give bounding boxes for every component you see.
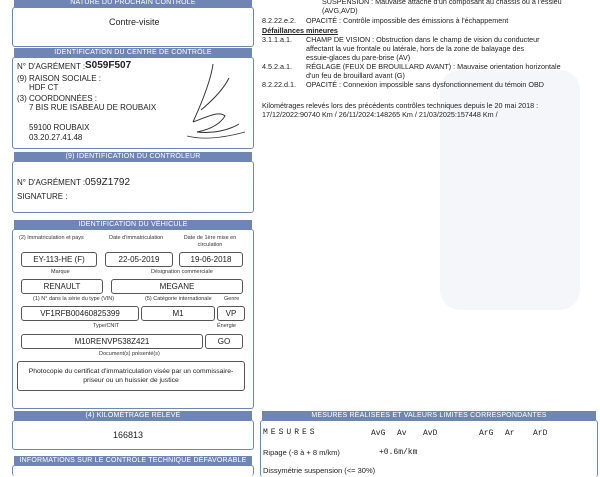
col-avg: AvG — [371, 429, 386, 438]
nature-box — [12, 7, 254, 47]
item2-text1: : Obstruction dans le champ de vision du conducteur — [370, 35, 540, 44]
dissym-label: Dissymétrie suspension (<= 30%) — [263, 466, 376, 475]
cap-documents: Document(s) présenté(s) — [99, 351, 160, 357]
nature-header: NATURE DU PROCHAIN CONTRÔLE — [14, 0, 252, 7]
vin-value: VF1RFB00460825399 — [21, 306, 139, 321]
centre-coord-label: (3) COORDONNÉES : — [17, 94, 98, 103]
cap-genre: Genre — [224, 296, 240, 302]
vehicule-header: IDENTIFICATION DU VÉHICULE — [14, 220, 252, 229]
ripage-label: Ripage (-8 à + 8 m/km) — [263, 448, 340, 457]
cap-immat: (2) Immatriculation et pays — [19, 235, 84, 241]
centre-phone: 03.20.27.41.48 — [29, 133, 83, 142]
item4-text: : Connexion impossible sans dysfonctionnement du témoin OBD — [337, 80, 544, 89]
km-value: 166813 — [113, 430, 144, 440]
col-arg: ArG — [479, 429, 494, 438]
km-header: (4) KILOMÉTRAGE RELEVÉ — [14, 411, 252, 420]
item1-text: : Contrôle impossible des émissions à l'échappement — [337, 16, 509, 25]
categorie-value: M1 — [141, 306, 215, 321]
col-av: Av — [397, 429, 407, 438]
item1-label: OPACITÉ — [306, 16, 338, 25]
cap-date-immat: Date d'immatriculation — [109, 235, 164, 241]
item2-label: CHAMP DE VISION — [306, 35, 371, 44]
info-box — [12, 465, 254, 476]
controleur-signature-label: SIGNATURE : — [17, 192, 68, 201]
date-immat-value: 22-05-2019 — [105, 252, 173, 267]
watermark-shape — [430, 60, 590, 320]
documents-value: Photocopie du certificat d'immatriculation visée par un commissaire-priseur ou un huissier de justice — [17, 361, 245, 391]
col-ar: Ar — [505, 429, 515, 438]
energie-value: GO — [205, 334, 243, 349]
top-line — [322, 0, 562, 7]
top-line-text: SUSPENSION : Mauvaise attache d'un composant au châssis ou à l'essieu — [322, 0, 562, 6]
item2-code: 3.1.1.a.1. — [262, 35, 292, 44]
info-header: INFORMATIONS SUR LE CONTRÔLE TECHNIQUE DÉFAVORABLE — [14, 456, 252, 465]
controleur-box — [12, 161, 254, 213]
item-opacite-2 — [262, 81, 544, 90]
cap-designation: Désignation commerciale — [151, 269, 213, 275]
cap-date-circ: Date de 1ère mise en circulation — [183, 235, 237, 248]
signature-scribble — [173, 60, 253, 146]
controleur-header: (9) IDENTIFICATION DU CONTRÔLEUR — [14, 152, 252, 161]
item3-label: RÉGLAGE (FEUX DE BROUILLARD AVANT) — [306, 62, 452, 71]
centre-agrement-label: N° D'AGRÉMENT : — [17, 62, 86, 71]
controleur-agrement-label: N° D'AGRÉMENT : — [17, 178, 86, 187]
item2-text3: essuie-glaces du pare-brise (AV) — [306, 53, 411, 62]
centre-raison-label: (9) RAISON SOCIALE : — [17, 74, 102, 83]
centre-raison-value: HDF CT — [29, 83, 59, 92]
genre-value: VP — [217, 306, 245, 321]
centre-address2: 59100 ROUBAIX — [29, 123, 90, 132]
cap-categorie: (5) Catégorie internationale — [145, 296, 212, 302]
item4-code: 8.2.22.d.1. — [262, 80, 296, 89]
mesures-header: MESURES RÉALISÉES ET VALEURS LIMITES CORRESPONDANTES — [262, 411, 596, 420]
marque-value: RENAULT — [21, 279, 103, 294]
centre-header: IDENTIFICATION DU CENTRE DE CONTRÔLE — [14, 48, 252, 57]
km-history-line2: 17/12/2022:90740 Km / 26/11/2024:148265 Km / 21/03/2025:157448 Km / — [262, 110, 498, 119]
controleur-agrement-value: 059Z1792 — [85, 177, 131, 188]
vehicule-box — [12, 229, 254, 409]
cap-vin: (1) N° dans la série du type (VIN) — [33, 296, 115, 302]
cap-energie: Énergie — [217, 323, 236, 329]
type-cnit-value: M10RENVP538Z421 — [21, 334, 203, 349]
item-opacite-1 — [262, 17, 508, 26]
item3-code: 4.5.2.a.1. — [262, 62, 292, 71]
designation-value: MEGANE — [111, 279, 243, 294]
mesures-box — [260, 420, 598, 477]
col-avd: AvD — [423, 429, 438, 438]
item3-text2: d'un feu de brouillard avant (G) — [306, 71, 405, 80]
cap-marque: Marque — [51, 269, 70, 275]
top-line2: (AVG,AVD) — [322, 6, 358, 15]
km-history-line1: Kilométrages relevés lors des précédents contrôles techniques depuis le 20 mai 2018 : — [262, 101, 539, 110]
centre-address1: 7 BIS RUE ISABEAU DE ROUBAIX — [29, 103, 157, 112]
mesures-label: MESURES — [263, 428, 318, 437]
item4-label: OPACITÉ — [306, 80, 338, 89]
mineures-title: Défaillances mineures — [262, 26, 338, 35]
cap-type: Type/CNIT — [93, 323, 120, 329]
date-circ-value: 19-06-2018 — [179, 252, 243, 267]
col-ard: ArD — [533, 429, 548, 438]
item1-code: 8.2.22.e.2. — [262, 16, 296, 25]
item3-text1: : Mauvaise orientation horizontale — [451, 62, 561, 71]
item2-text2: affectant la vue frontale ou latérale, hors de la zone de balayage des — [306, 44, 525, 53]
nature-value: Contre-visite — [109, 17, 160, 27]
centre-agrement-value: S059F507 — [85, 60, 132, 71]
immat-value: EY-113-HE (F) — [21, 252, 97, 267]
centre-box — [12, 57, 254, 149]
ripage-value: +0.6m/km — [379, 448, 418, 457]
km-box — [12, 420, 254, 450]
